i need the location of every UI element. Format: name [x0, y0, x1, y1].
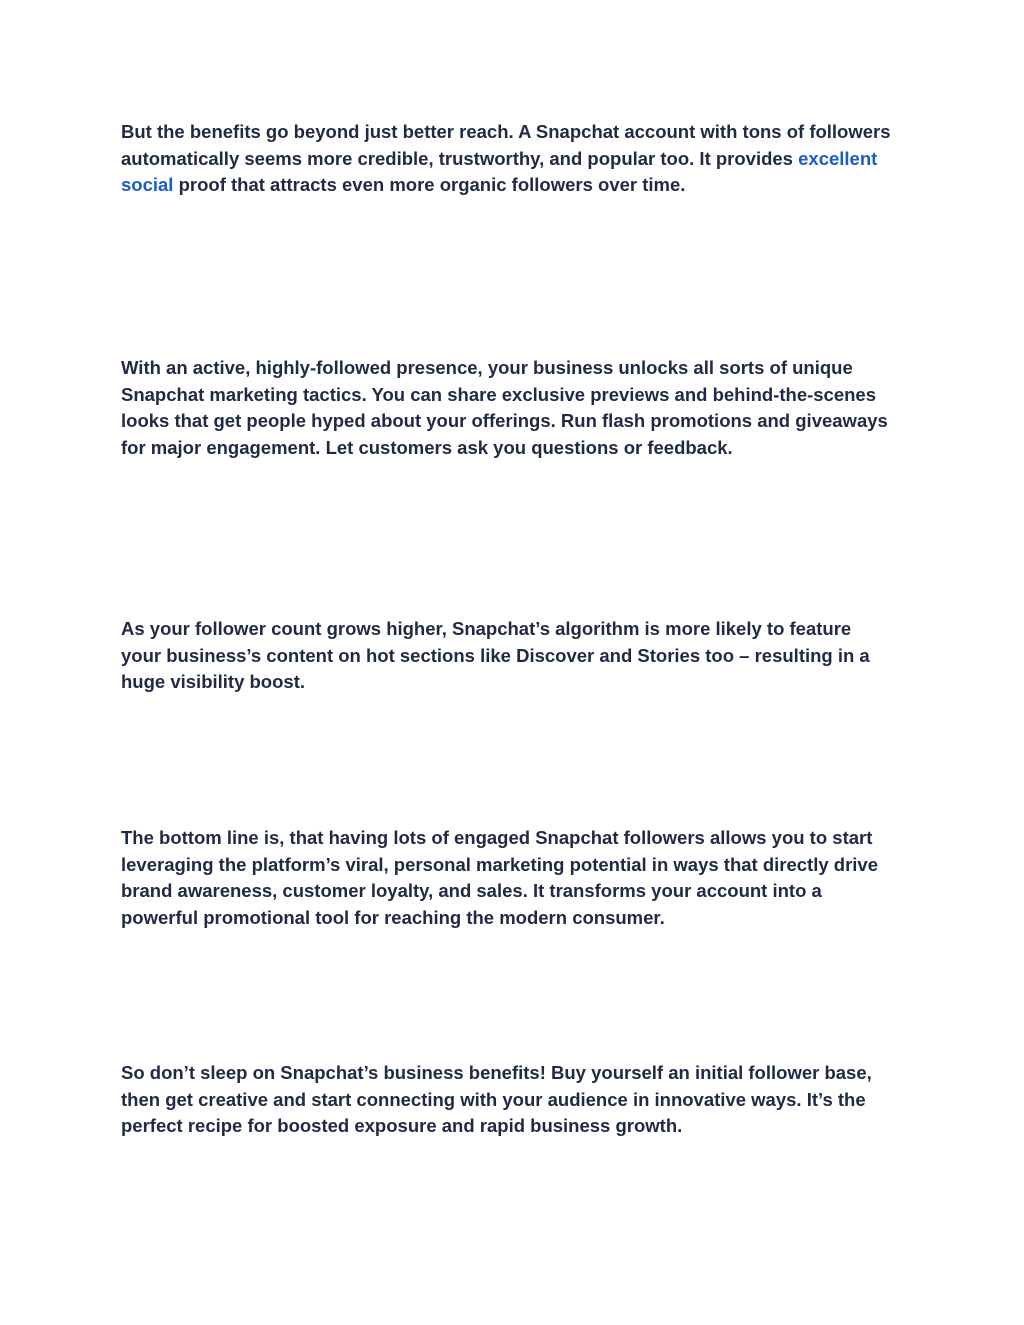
paragraph-benefits	[121, 119, 896, 199]
paragraph-marketing-tactics: With an active, highly-followed presence, your business unlocks all sorts of unique Snapchat marketing tactics. You can share exclusive previews and behind-the-scenes looks that get people hyped about your offerings. Run flash promotions and giveaways for major engagement. Let customers ask you questions or feedback.	[121, 357, 888, 458]
paragraph-conclusion: So don’t sleep on Snapchat’s business benefits! Buy yourself an initial follower base, then get creative and start connecting with your audience in innovative ways. It’s the perfect recipe for boosted exposure and rapid business growth.	[121, 1062, 872, 1137]
excellent-social-link[interactable]: excellent social	[121, 147, 878, 196]
paragraph-bottom-line: The bottom line is, that having lots of engaged Snapchat followers allows you to start leveraging the platform’s viral, personal marketing potential in ways that directly drive brand awareness, customer loyalty, and sales. It transforms your account into a powerful promotional tool for reaching the modern consumer.	[121, 827, 879, 928]
paragraph-benefits-text-start: But the benefits go beyond just better reach. A Snapchat account with tons of followers automatically seems more credible, trustworthy, and popular too. It provides	[121, 121, 891, 169]
paragraph-algorithm: As your follower count grows higher, Snapchat’s algorithm is more likely to feature your business’s content on hot sections like Discover and Stories too – resulting in a huge visibility boost.	[121, 618, 870, 693]
paragraph-benefits-text-end: proof that attracts even more organic followers over time.	[173, 174, 686, 196]
